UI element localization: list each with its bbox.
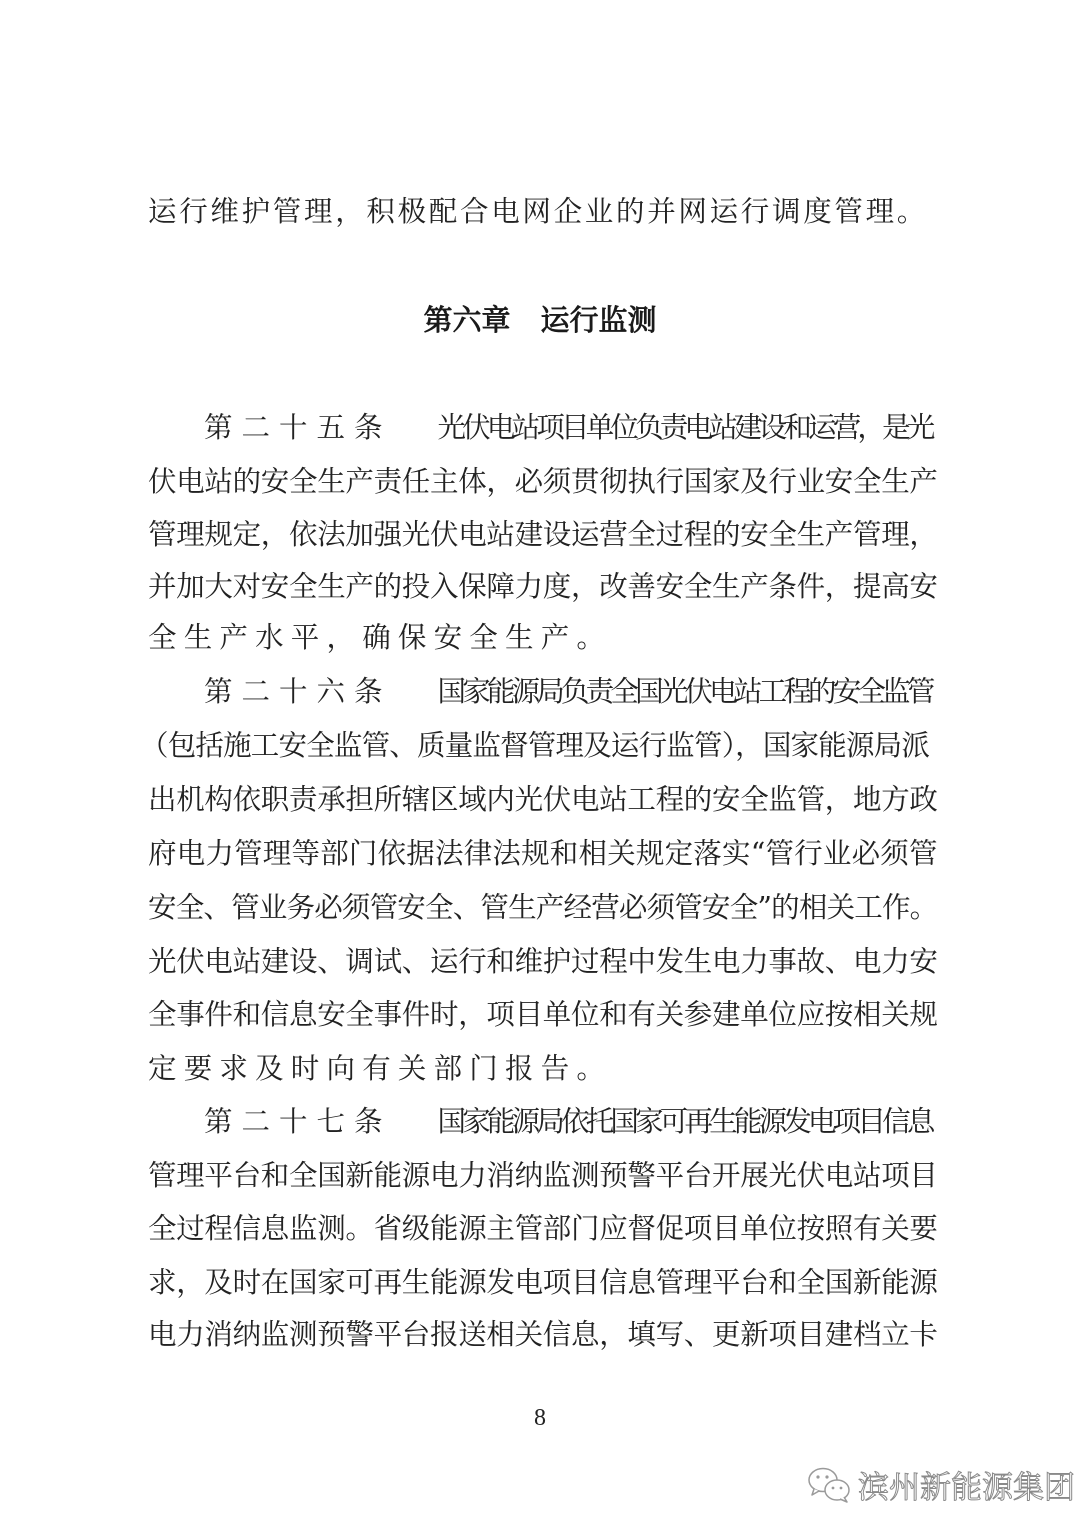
article-line: 定要求及时向有关部门报告。 (148, 1052, 613, 1085)
article-line: 伏电站的安全生产责任主体，必须贯彻执行国家及行业安全生产 (148, 465, 938, 498)
article-line: 出机构依职责承担所辖区域内光伏电站工程的安全监管，地方政 (148, 783, 938, 816)
chapter-title: 运行监测 (540, 303, 657, 337)
article-line: 全过程信息监测。省级能源主管部门应督促项目单位按照有关要 (148, 1212, 938, 1245)
article-line: 管理规定，依法加强光伏电站建设运营全过程的安全生产管理， (148, 518, 938, 551)
article-line: 全事件和信息安全事件时，项目单位和有关参建单位应按相关规 (148, 998, 938, 1031)
article-line: 求，及时在国家可再生能源发电项目信息管理平台和全国新能源 (148, 1266, 938, 1299)
article-line: 光伏电站建设、调试、运行和维护过程中发生电力事故、电力安 (148, 945, 938, 978)
continuation-line: 运行维护管理，积极配合电网企业的并网运行调度管理。 (148, 195, 929, 228)
article-text: 国家能源局依托国家可再生能源发电项目信息 (437, 1105, 932, 1138)
watermark (806, 1462, 1075, 1507)
chapter-heading (0, 300, 1080, 340)
article-line: 管理平台和全国新能源电力消纳监测预警平台开展光伏电站项目 (148, 1159, 938, 1192)
article-first-line (204, 408, 932, 448)
article-label: 第二十五条 (204, 411, 392, 444)
article-label: 第二十六条 (204, 675, 392, 708)
watermark-text: 滨州新能源集团 (858, 1470, 1075, 1506)
page-number: 8 (534, 1405, 546, 1431)
article-text: 国家能源局负责全国光伏电站工程的安全监管 (437, 675, 932, 708)
chapter-number: 第六章 (423, 303, 511, 337)
article-line: 府电力管理等部门依据法律法规和相关规定落实“管行业必须管 (148, 837, 938, 870)
article-line: 并加大对安全生产的投入保障力度，改善安全生产条件，提高安 (148, 570, 938, 603)
article-label: 第二十七条 (204, 1105, 392, 1138)
wechat-icon (806, 1465, 852, 1505)
article-first-line (204, 672, 932, 712)
article-line: 全生产水平，确保安全生产。 (148, 621, 613, 654)
article-line: （包括施工安全监管、质量监督管理及运行监管），国家能源局派 (140, 729, 930, 762)
article-first-line (204, 1102, 932, 1142)
article-text: 光伏电站项目单位负责电站建设和运营，是光 (437, 411, 932, 444)
article-line: 安全、管业务必须管安全、管生产经营必须管安全”的相关工作。 (148, 891, 938, 924)
article-line: 电力消纳监测预警平台报送相关信息，填写、更新项目建档立卡 (148, 1318, 938, 1351)
